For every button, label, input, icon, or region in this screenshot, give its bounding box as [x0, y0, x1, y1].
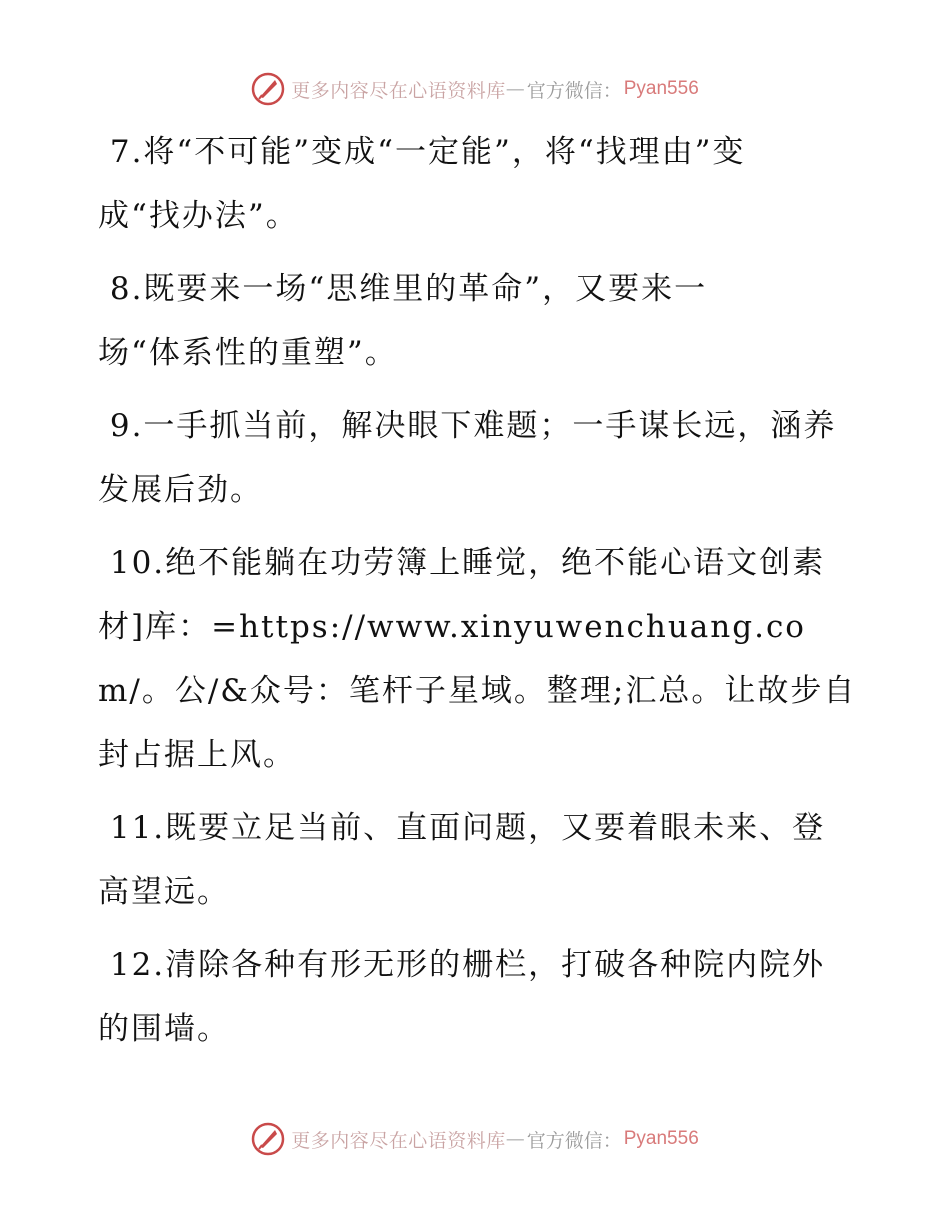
footer-watermark — [0, 1122, 950, 1156]
watermark-dash: — — [505, 78, 525, 100]
paragraph-10: 10.绝不能躺在功劳簿上睡觉，绝不能心语文创素材]库：=https://www.xinyuwenchuang.com/。公/&众号：笔杆子星域。整理;汇总。让故步自封占据上风。 — [98, 545, 857, 773]
watermark-wechat-label: 官方微信： — [526, 79, 622, 102]
watermark-dash: — — [505, 1128, 525, 1150]
watermark-wechat-label: 官方微信： — [526, 1129, 622, 1152]
quill-logo-icon — [251, 1122, 285, 1156]
paragraph-7: 7.将“不可能”变成“一定能”，将“找理由”变成“找办法”。 — [98, 134, 746, 234]
watermark-main-text: 更多内容尽在心语资料库 — [291, 79, 506, 102]
watermark-wechat-id: Pyan556 — [623, 1128, 699, 1149]
paragraph-12: 12.清除各种有形无形的栅栏，打破各种院内院外的围墙。 — [98, 947, 826, 1047]
watermark-main-text: 更多内容尽在心语资料库 — [291, 1129, 506, 1152]
paragraph-9: 9.一手抓当前，解决眼下难题；一手谋长远，涵养发展后劲。 — [98, 408, 837, 508]
watermark-wechat-id: Pyan556 — [623, 78, 699, 99]
document-body — [98, 120, 858, 1070]
quill-logo-icon — [251, 72, 285, 106]
paragraph-8: 8.既要来一场“思维里的革命”，又要来一场“体系性的重塑”。 — [98, 271, 708, 371]
paragraph-11: 11.既要立足当前、直面问题，又要着眼未来、登高望远。 — [98, 810, 826, 910]
header-watermark — [0, 72, 950, 106]
